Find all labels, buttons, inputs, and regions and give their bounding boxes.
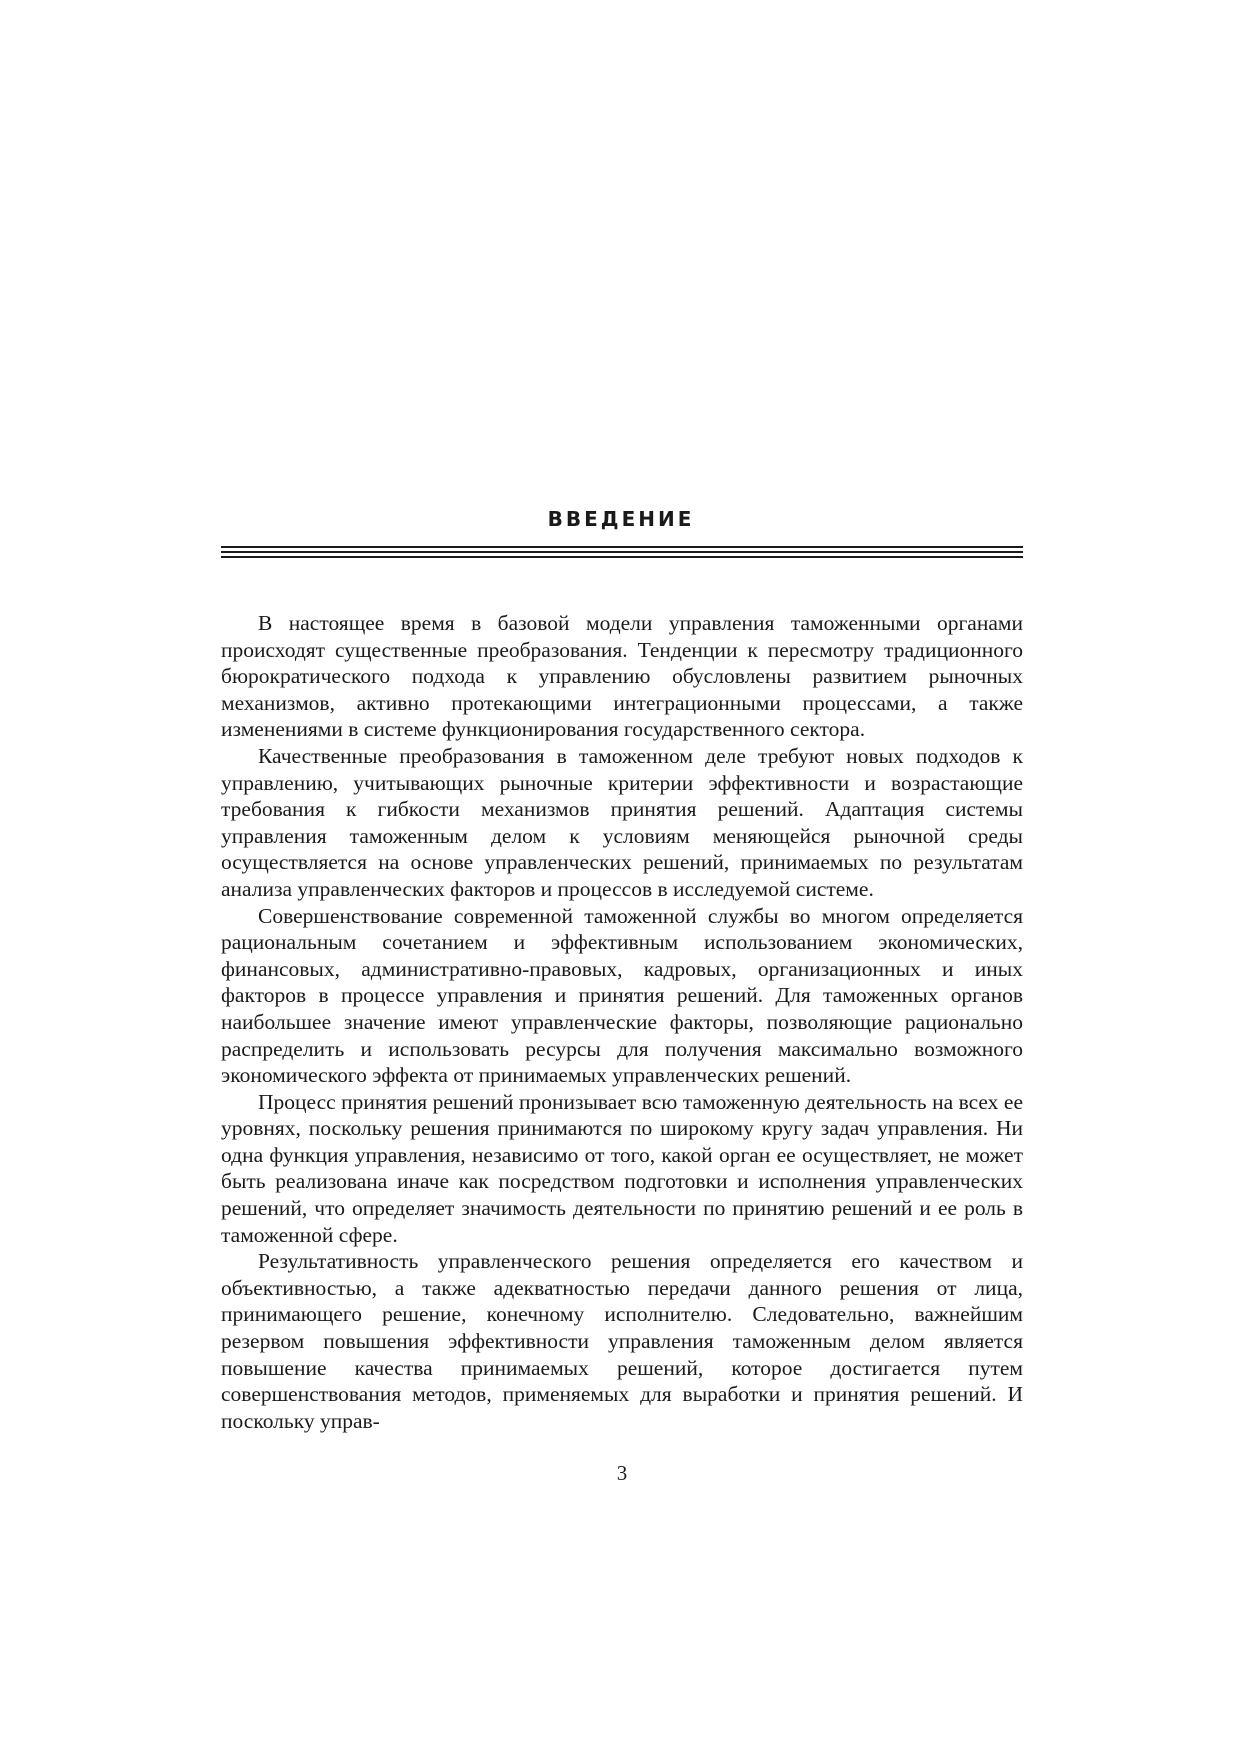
chapter-heading: ВВЕДЕНИЕ: [547, 507, 695, 531]
paragraph-2: Качественные преобразования в таможенном деле требуют новых подходов к управлению, учитывающих рыночные критерии эффективности и возрастающие требования к гибкости механизмов принятия решений. Адаптация системы управления таможенным делом к условиям меняющейся рыночной среды осуществляется на основе управленческих решений, принимаемых по результатам анализа управленческих факторов и процессов в исследуемой системе.: [221, 743, 1023, 901]
page-number: 3: [616, 1461, 628, 1485]
paragraph-5: Результативность управленческого решения определяется его качеством и объективностью, а также адекватностью передачи данного решения от лица, принимающего решение, конечному исполнителю. Следовательно, важнейшим резервом повышения эффективности управления таможенным делом является повышение качества принимаемых решений, которое достигается путем совершенствования методов, применяемых для выработки и принятия решений. И поскольку управ-: [221, 1249, 1023, 1433]
heading-rule-middle: [221, 551, 1023, 553]
body-text: [221, 610, 1023, 1434]
paragraph-4: Процесс принятия решений пронизывает всю таможенную деятельность на всех ее уровнях, поскольку решения принимаются по широкому кругу задач управления. Ни одна функция управления, независимо от того, какой орган ее осуществляет, не может быть реализована иначе как посредством подготовки и исполнения управленческих решений, что определяет значимость деятельности по принятию решений и ее роль в таможенной сфере.: [221, 1089, 1023, 1247]
heading-rule-top: [221, 546, 1023, 548]
paragraph-1: В настоящее время в базовой модели управления таможенными органами происходят существенные преобразования. Тенденции к пересмотру традиционного бюрократического подхода к управлению обусловлены развитием рыночных механизмов, активно протекающими интеграционными процессами, а также изменениями в системе функционирования государственного сектора.: [221, 611, 1023, 742]
paragraph-3: Совершенствование современной таможенной службы во многом определяется рациональным сочетанием и эффективным использованием экономических, финансовых, административно-правовых, кадровых, организационных и иных факторов в процессе управления и принятия решений. Для таможенных органов наибольшее значение имеют управленческие факторы, позволяющие рационально распределить и использовать ресурсы для получения максимально возможного экономического эффекта от принимаемых управленческих решений.: [221, 903, 1023, 1088]
heading-rule-bottom: [221, 556, 1023, 558]
